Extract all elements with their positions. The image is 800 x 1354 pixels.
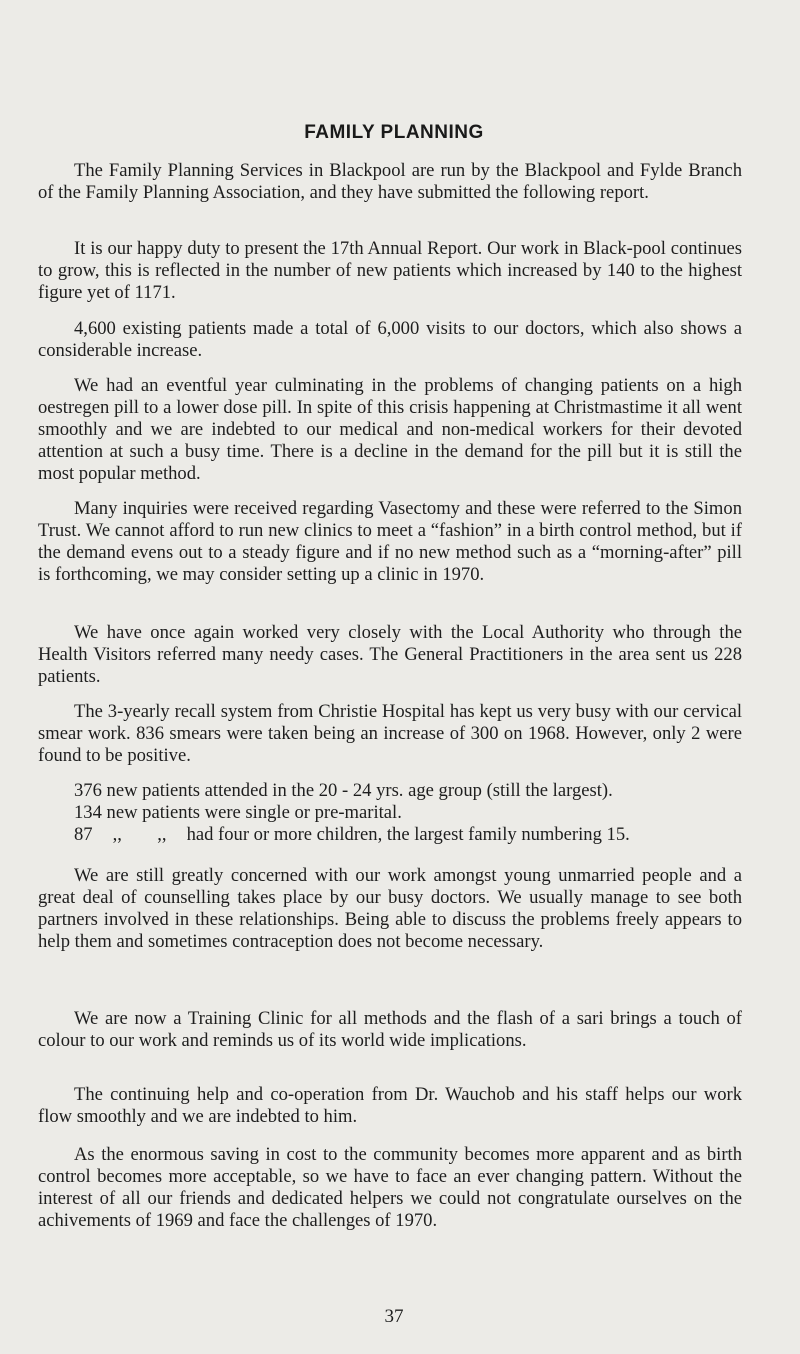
paragraph-existing-patients: 4,600 existing patients made a total of 6,000 visits to our doctors, which also shows a considerable increase. bbox=[38, 318, 742, 361]
stat-line-single: 134 new patients were single or pre-marital. bbox=[74, 802, 402, 823]
ditto-mark: ,, bbox=[157, 824, 167, 845]
ditto-mark: ,, bbox=[112, 824, 122, 845]
paragraph-intro: The Family Planning Services in Blackpool are run by the Blackpool and Fylde Branch of the Family Planning Association, and they have submitted the following report. bbox=[38, 160, 742, 203]
paragraph-co-operation: The continuing help and co-operation from Dr. Wauchob and his staff helps our work flow smoothly and we are indebted to him. bbox=[38, 1084, 742, 1127]
paragraph-pill-change: We had an eventful year culminating in the problems of changing patients on a high oestregen pill to a lower dose pill. In spite of this crisis happening at Christmastime it all went smoothly and we are indebted to our medical and non-medical workers for their devoted attention at such a busy time. There is a decline in the demand for the pill but it is still the most popular method. bbox=[38, 375, 742, 484]
paragraph-vasectomy: Many inquiries were received regarding Vasectomy and these were referred to the Simon Trust. We cannot afford to run new clinics to meet a “fashion” in a birth control method, but if the demand evens out to a steady figure and if no new method such as a “morning-after” pill is forthcoming, we may consider setting up a clinic in 1970. bbox=[38, 498, 742, 585]
paragraph-conclusion: As the enormous saving in cost to the community becomes more apparent and as birth control becomes more acceptable, so we have to face an ever changing pattern. Without the interest of all our friends and dedicated helpers we could not congratulate ourselves on the achivements of 1969 and face the challenges of 1970. bbox=[38, 1144, 742, 1231]
stat-text: had four or more children, the largest family numbering 15. bbox=[186, 824, 630, 845]
paragraph-annual-report: It is our happy duty to present the 17th Annual Report. Our work in Black-pool continues to grow, this is reflected in the number of new patients which increased by 140 to the highest figure yet of 1171. bbox=[38, 238, 742, 303]
page-title: FAMILY PLANNING bbox=[304, 122, 484, 143]
paragraph-training-clinic: We are now a Training Clinic for all methods and the flash of a sari brings a touch of colour to our work and reminds us of its world wide implications. bbox=[38, 1008, 742, 1051]
paragraph-recall-system: The 3-yearly recall system from Christie Hospital has kept us very busy with our cervical smear work. 836 smears were taken being an increase of 300 on 1968. However, only 2 were found to be positive. bbox=[38, 701, 742, 766]
stat-line-large-families bbox=[74, 824, 742, 846]
paragraph-unmarried-people: We are still greatly concerned with our work amongst young unmarried people and a great deal of counselling takes place by our busy doctors. We usually manage to see both partners involved in these relationships. Being able to discuss the problems freely appears to help them and sometimes contraception does not become necessary. bbox=[38, 865, 742, 952]
stat-line-age-group: 376 new patients attended in the 20 - 24 yrs. age group (still the largest). bbox=[74, 780, 613, 801]
paragraph-local-authority: We have once again worked very closely with the Local Authority who through the Health Visitors referred many needy cases. The General Practitioners in the area sent us 228 patients. bbox=[38, 622, 742, 687]
stat-number: 87 bbox=[74, 824, 93, 845]
page-number: 37 bbox=[384, 1306, 404, 1327]
